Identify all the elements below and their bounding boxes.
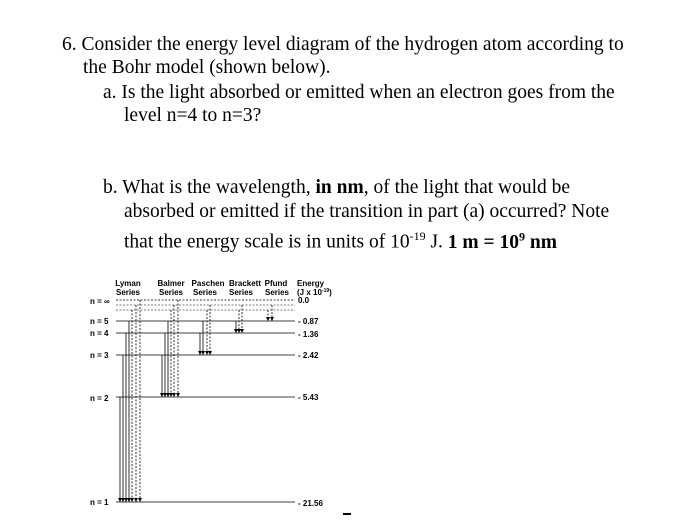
- question-line: 6. Consider the energy level diagram of the hydrogen atom according to: [62, 34, 624, 55]
- level-energy: - 1.36: [298, 330, 319, 339]
- level-label: n = 3: [90, 351, 109, 360]
- lyman-arrowheads: [118, 498, 142, 502]
- part-b-line: b. What is the wavelength, in nm, of the light that would be: [103, 177, 571, 198]
- series-word: Series: [192, 288, 218, 297]
- pfund-arrowheads: [266, 317, 274, 321]
- balmer-arrowheads: [160, 393, 180, 397]
- series-word: Series: [228, 288, 254, 297]
- paschen-arrowheads: [198, 351, 212, 355]
- part-b-label: b.: [103, 177, 118, 198]
- part-b-line: absorbed or emitted if the transition in part (a) occurred? Note: [124, 201, 610, 222]
- series-word: Series: [264, 288, 290, 297]
- level-energy: - 5.43: [298, 393, 319, 402]
- series-word: Series: [158, 288, 184, 297]
- level-label: n = 4: [90, 329, 109, 338]
- series-label-lyman: Lyman: [115, 279, 141, 288]
- level-energy: - 2.42: [298, 351, 319, 360]
- question-number: 6.: [62, 34, 77, 55]
- level-lines: [116, 300, 295, 502]
- level-label: n = 2: [90, 394, 109, 403]
- question-line: the Bohr model (shown below).: [83, 57, 331, 78]
- part-a-line: a. Is the light absorbed or emitted when an electron goes from the: [103, 82, 615, 103]
- level-energy: - 0.87: [298, 317, 319, 326]
- paschen-transitions: [200, 305, 210, 355]
- part-a-line: level n=4 to n=3?: [124, 105, 262, 126]
- level-label: n = ∞: [90, 297, 110, 306]
- balmer-transitions: [162, 300, 178, 397]
- cursor-mark: [343, 513, 351, 515]
- brackett-arrowheads: [234, 329, 244, 333]
- energy-units: (J x $10^{-19}$): [297, 288, 332, 297]
- brackett-transitions: [236, 305, 242, 333]
- part-b-line: that the energy scale is in units of $10^{-19}$ J. 1 $m = 10^9$ nm: [124, 229, 557, 253]
- series-label-brackett: Brackett: [228, 279, 262, 288]
- series-label-balmer: Balmer: [157, 279, 185, 288]
- level-energy: 0.0: [298, 296, 310, 305]
- level-energy: - 21.56: [298, 499, 323, 508]
- part-a-label: a.: [103, 82, 117, 103]
- level-label: n = 1: [90, 498, 109, 507]
- level-label: n = 5: [90, 317, 109, 326]
- series-label-paschen: Paschen: [191, 279, 225, 288]
- lyman-transitions: [120, 300, 140, 502]
- series-word: Series: [115, 288, 141, 297]
- energy-header: Energy: [297, 279, 325, 288]
- series-label-pfund: Pfund: [264, 279, 288, 288]
